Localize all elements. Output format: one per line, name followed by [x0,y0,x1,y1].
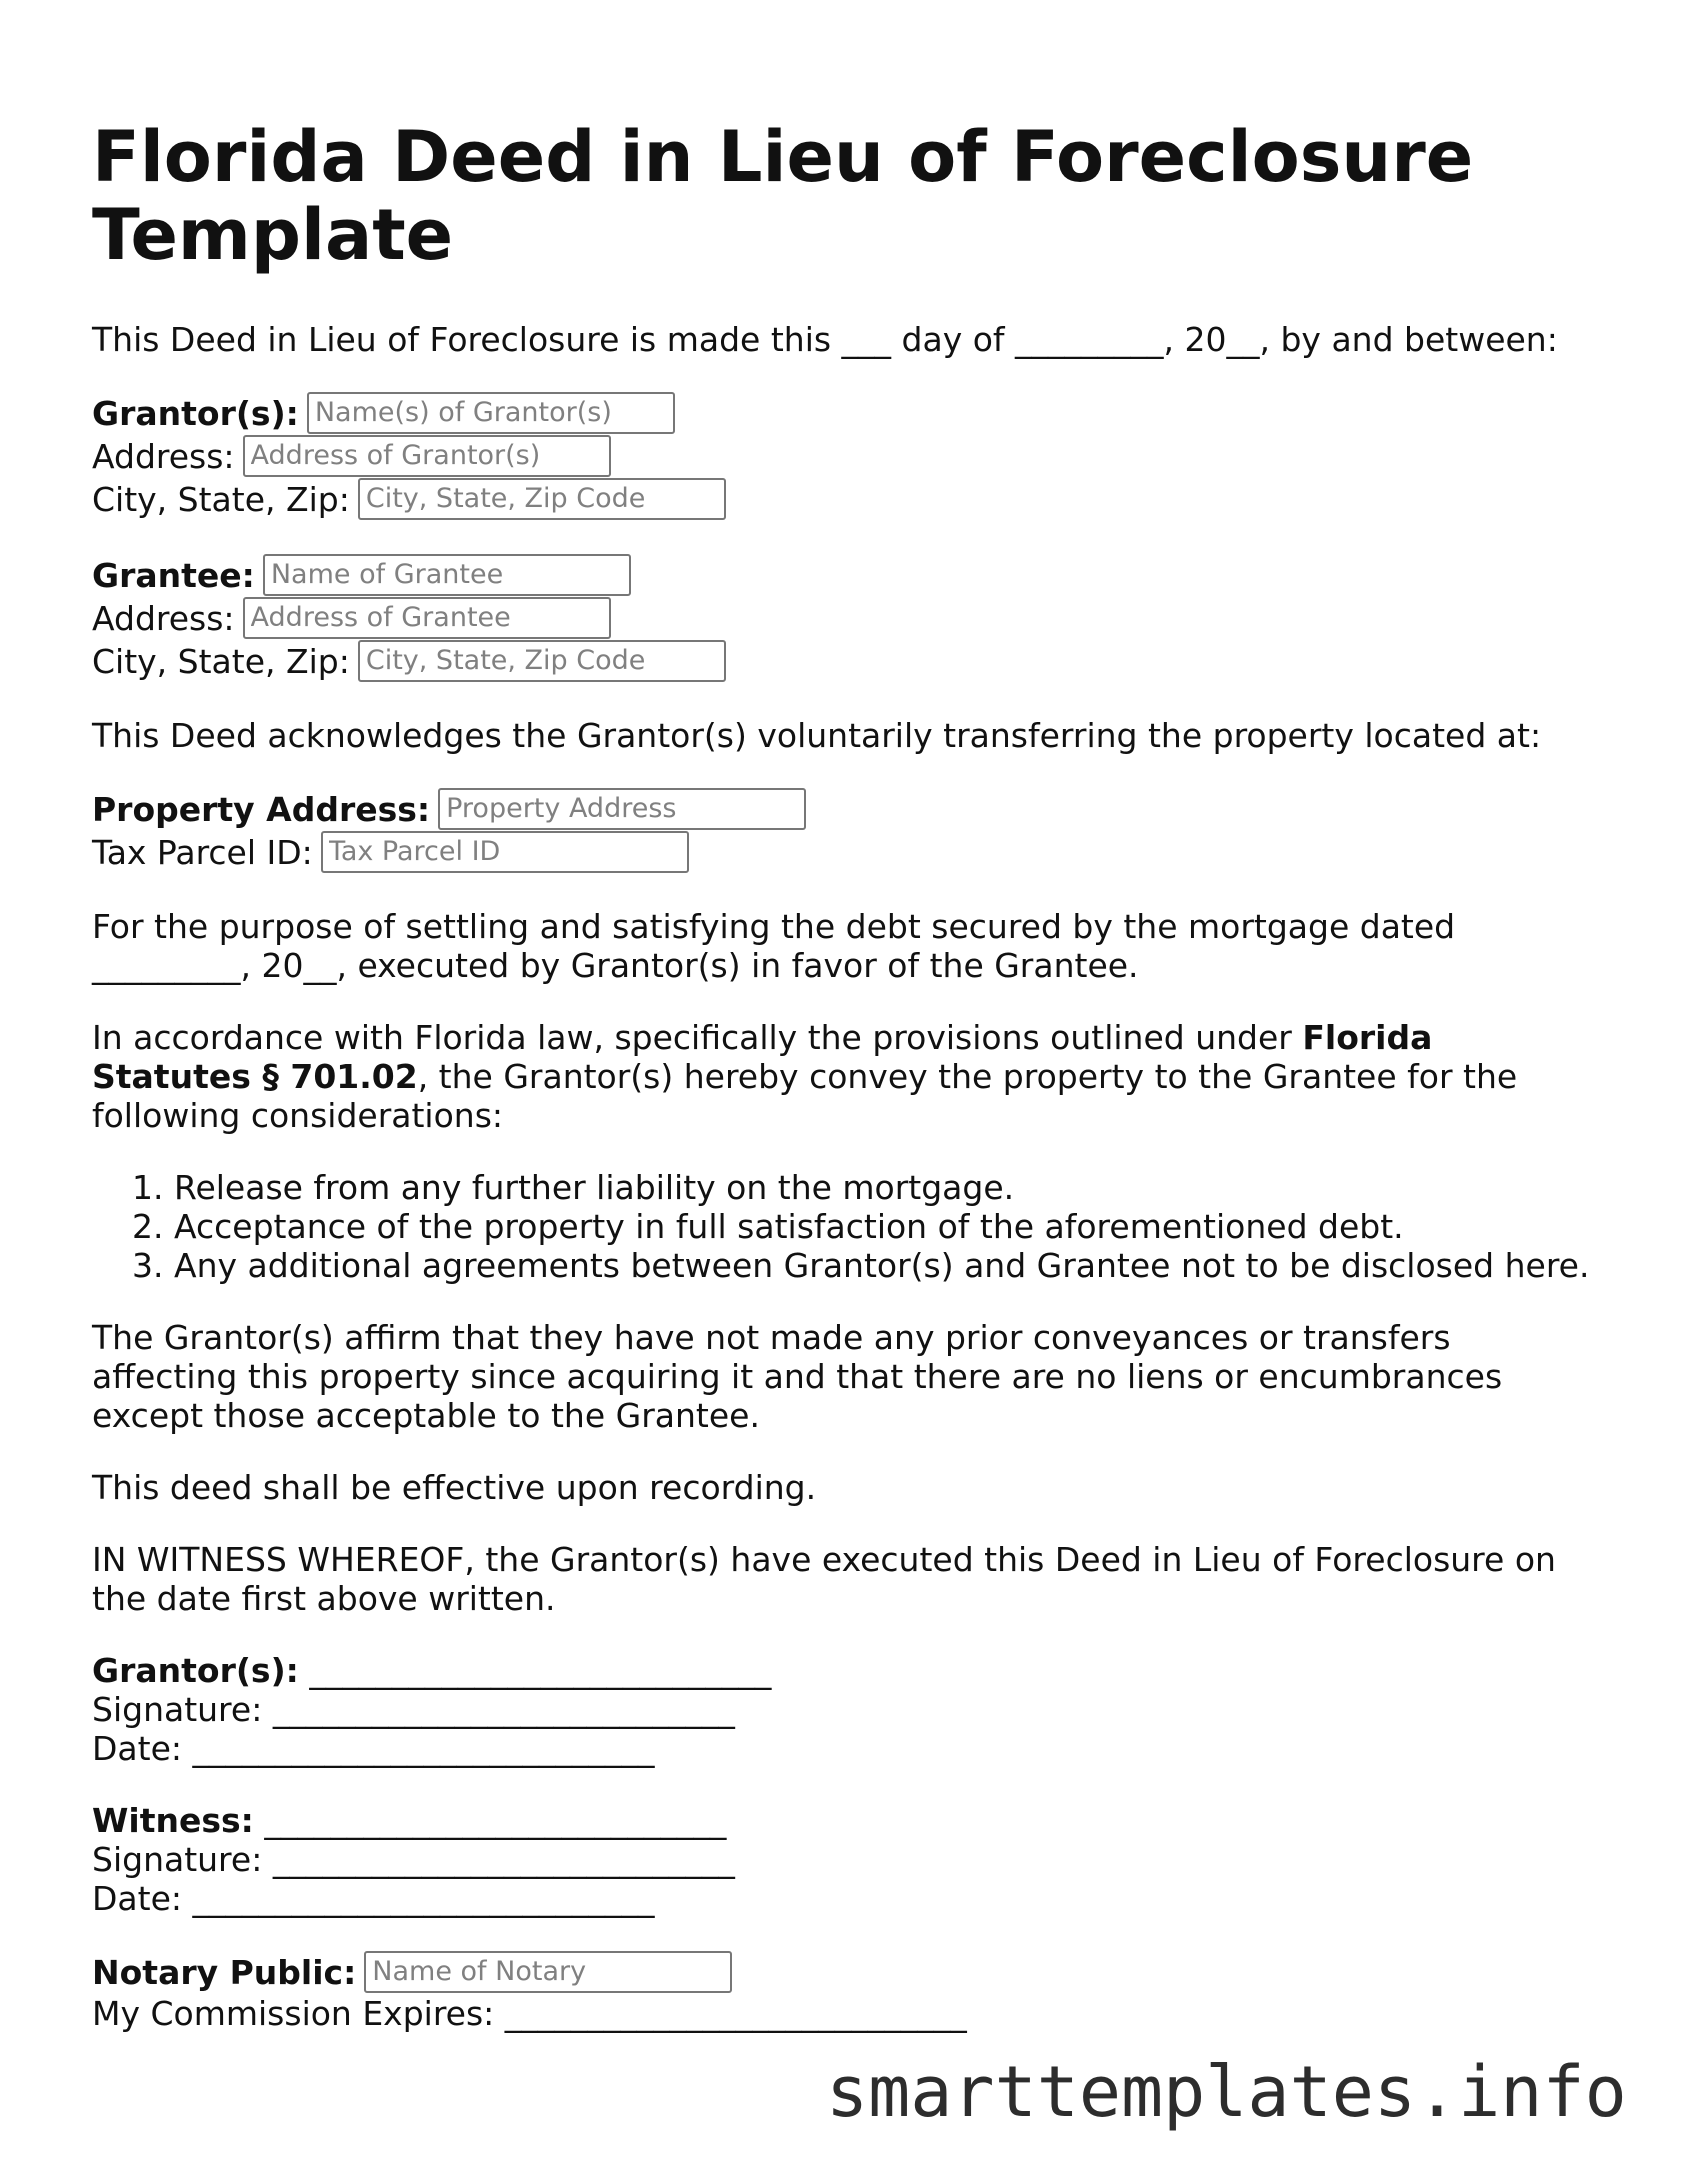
law-statute: Florida Statutes § 701.02 [92,1018,1433,1096]
grantor-section [92,392,1592,521]
law-paragraph [92,1018,1532,1135]
witness-label: Witness: [92,1801,254,1840]
grantee-city-row [92,640,1592,683]
property-address-input[interactable] [438,788,806,830]
considerations-list [92,1168,1592,1285]
grantee-address-row [92,597,1592,640]
grantor-city-input[interactable] [358,478,726,520]
witness-signature-row [92,1840,1592,1879]
grantee-city-label: City, State, Zip: [92,642,350,681]
grantor-signature-name-row [92,1651,1592,1690]
affirmation-paragraph: The Grantor(s) affirm that they have not made any prior conveyances or transfers affecting this property since acquiring it and that there are no liens or encumbrances except those acceptable to the Grantee. [92,1318,1503,1435]
notary-name-row [92,1951,1592,1994]
grantor-name-row [92,392,1592,435]
witness-signature-block [92,1801,1592,1918]
notary-section [92,1951,1592,2033]
grantor-city-label: City, State, Zip: [92,480,350,519]
grantor-name-input[interactable] [307,392,675,434]
grantee-city-input[interactable] [358,640,726,682]
effective-paragraph: This deed shall be effective upon recording. [92,1468,817,1507]
grantee-label: Grantee: [92,556,255,595]
grantor-date-row [92,1729,1592,1768]
witness-whereof-paragraph: IN WITNESS WHEREOF, the Grantor(s) have executed this Deed in Lieu of Foreclosure on the date first above written. [92,1540,1556,1618]
grantor-name-blank[interactable]: ____________________________ [309,1651,772,1690]
tax-parcel-label: Tax Parcel ID: [92,833,313,872]
grantee-section [92,554,1592,683]
witness-signature-blank[interactable]: ____________________________ [272,1840,735,1879]
list-item: 3. Any additional agreements between Grantor(s) and Grantee not to be disclosed here. [174,1246,1592,1285]
grantee-name-row [92,554,1592,597]
acknowledgement-paragraph: This Deed acknowledges the Grantor(s) voluntarily transferring the property located at: [92,716,1542,755]
notary-label: Notary Public: [92,1953,357,1992]
notary-name-input[interactable] [364,1951,732,1993]
tax-parcel-input[interactable] [321,831,689,873]
witness-name-row [92,1801,1592,1840]
witness-name-blank[interactable]: ____________________________ [264,1801,727,1840]
grantor-signature-row [92,1690,1592,1729]
signature-label: Signature: [92,1840,263,1879]
commission-row [92,1994,1592,2033]
list-item: 2. Acceptance of the property in full satisfaction of the aforementioned debt. [174,1207,1592,1246]
grantor-date-blank[interactable]: ____________________________ [192,1729,655,1768]
watermark-text: smarttemplates.info [826,2051,1627,2133]
grantor-address-row [92,435,1592,478]
grantor-signature-blank[interactable]: ____________________________ [272,1690,735,1729]
commission-blank[interactable]: ____________________________ [504,1994,967,2033]
date-label: Date: [92,1879,182,1918]
grantee-name-input[interactable] [263,554,631,596]
grantor-label: Grantor(s): [92,394,299,433]
property-address-row [92,788,1592,831]
property-section [92,788,1592,874]
document-title: Florida Deed in Lieu of Foreclosure Template [92,116,1474,276]
tax-parcel-row [92,831,1592,874]
grantor-signature-label: Grantor(s): [92,1651,299,1690]
grantee-address-input[interactable] [243,597,611,639]
grantor-signature-block [92,1651,1592,1768]
purpose-paragraph [92,907,1592,985]
date-label: Date: [92,1729,182,1768]
grantee-address-label: Address: [92,599,235,638]
law-text-1: In accordance with Florida law, specifically the provisions outlined under [92,1018,1303,1057]
purpose-line-2: _________, 20__, executed by Grantor(s) in favor of the Grantee. [92,946,1139,985]
grantor-address-label: Address: [92,437,235,476]
property-address-label: Property Address: [92,790,431,829]
signature-label: Signature: [92,1690,263,1729]
list-item: 1. Release from any further liability on the mortgage. [174,1168,1592,1207]
grantor-address-input[interactable] [243,435,611,477]
law-text-2: , the Grantor(s) hereby convey the property to the Grantee for the following considerations: [92,1057,1518,1135]
commission-label: My Commission Expires: [92,1994,495,2033]
grantor-city-row [92,478,1592,521]
witness-date-row [92,1879,1592,1918]
purpose-line-1: For the purpose of settling and satisfying the debt secured by the mortgage dated [92,907,1456,946]
witness-date-blank[interactable]: ____________________________ [192,1879,655,1918]
intro-paragraph: This Deed in Lieu of Foreclosure is made this ___ day of _________, 20__, by and between: [92,320,1558,359]
document-page [92,118,1592,2066]
